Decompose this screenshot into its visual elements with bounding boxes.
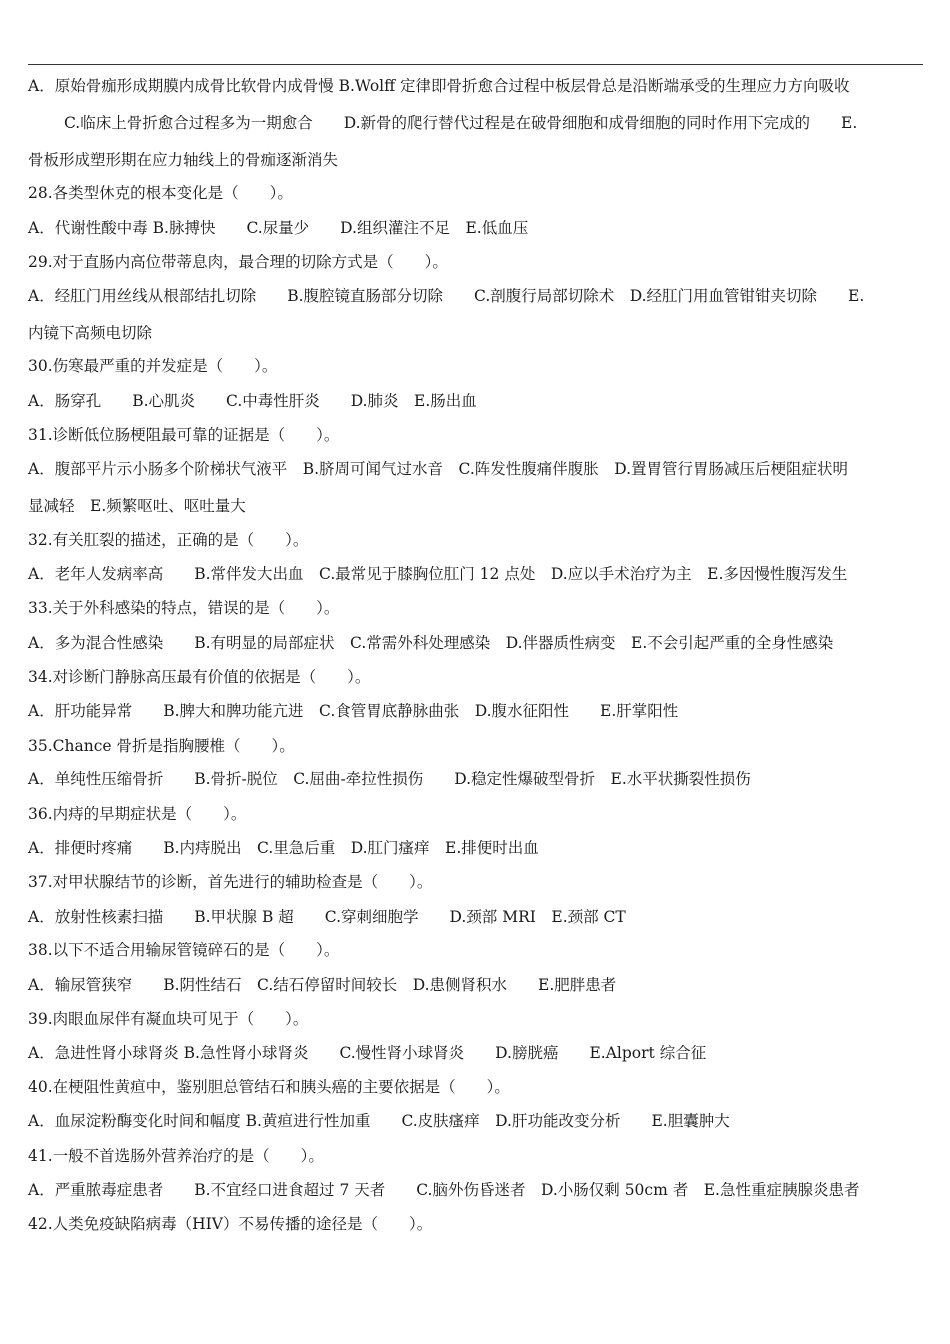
question-31: 31.诊断低位肠梗阻最可靠的证据是（ ）。 xyxy=(28,426,340,444)
question-42: 42.人类免疫缺陷病毒（HIV）不易传播的途径是（ ）。 xyxy=(28,1215,433,1233)
options-31: A．腹部平片示小肠多个阶梯状气液平 B.脐周可闻气过水音 C.阵发性腹痛伴腹胀 D.置胃管行胃肠减压后梗阻症状明 xyxy=(28,460,849,478)
options-36: A．排便时疼痛 B.内痔脱出 C.里急后重 D.肛门瘙痒 E.排便时出血 xyxy=(28,839,539,857)
question-30: 30.伤寒最严重的并发症是（ ）。 xyxy=(28,357,278,375)
question-35: 35.Chance 骨折是指胸腰椎（ ）。 xyxy=(28,737,295,755)
options-32: A．老年人发病率高 B.常伴发大出血 C.最常见于膝胸位肛门 12 点处 D.应以手术治疗为主 E.多因慢性腹泻发生 xyxy=(28,565,848,583)
options-40: A．血尿淀粉酶变化时间和幅度 B.黄疸进行性加重 C.皮肤瘙痒 D.肝功能改变分析 E.胆囊肿大 xyxy=(28,1112,730,1130)
question-38: 38.以下不适合用输尿管镜碎石的是（ ）。 xyxy=(28,941,340,959)
question-33: 33.关于外科感染的特点，错误的是（ ）。 xyxy=(28,599,340,617)
options-30: A．肠穿孔 B.心肌炎 C.中毒性肝炎 D.肺炎 E.肠出血 xyxy=(28,392,477,410)
option-line-27c: 骨板形成塑形期在应力轴线上的骨痂逐渐消失 xyxy=(28,151,339,169)
question-39: 39.肉眼血尿伴有凝血块可见于（ ）。 xyxy=(28,1010,309,1028)
question-32: 32.有关肛裂的描述，正确的是（ ）。 xyxy=(28,531,309,549)
options-29: A．经肛门用丝线从根部结扎切除 B.腹腔镜直肠部分切除 C.剖腹行局部切除术 D.经肛门用血管钳钳夹切除 E. xyxy=(28,287,865,305)
options-28: A．代谢性酸中毒 B.脉搏快 C.尿量少 D.组织灌注不足 E.低血压 xyxy=(28,219,529,237)
option-line-27b: C.临床上骨折愈合过程多为一期愈合 D.新骨的爬行替代过程是在破骨细胞和成骨细胞的同时作用下完成的 E. xyxy=(64,114,858,132)
option-line-27a: A．原始骨痂形成期膜内成骨比软骨内成骨慢 B.Wolff 定律即骨折愈合过程中板层骨总是沿断端承受的生理应力方向吸收 xyxy=(28,77,850,95)
options-31-cont: 显减轻 E.频繁呕吐、呕吐量大 xyxy=(28,497,246,515)
options-39: A．急进性肾小球肾炎 B.急性肾小球肾炎 C.慢性肾小球肾炎 D.膀胱癌 E.Alport 综合征 xyxy=(28,1044,707,1062)
question-28: 28.各类型休克的根本变化是（ ）。 xyxy=(28,184,293,202)
question-34: 34.对诊断门静脉高压最有价值的依据是（ ）。 xyxy=(28,668,371,686)
options-38: A．输尿管狭窄 B.阴性结石 C.结石停留时间较长 D.患侧肾积水 E.肥胖患者 xyxy=(28,976,617,994)
question-41: 41.一般不首选肠外营养治疗的是（ ）。 xyxy=(28,1147,324,1165)
question-36: 36.内痔的早期症状是（ ）。 xyxy=(28,805,247,823)
options-34: A．肝功能异常 B.脾大和脾功能亢进 C.食管胃底静脉曲张 D.腹水征阳性 E.肝掌阳性 xyxy=(28,702,679,720)
options-29-cont: 内镜下高频电切除 xyxy=(28,324,153,342)
options-35: A．单纯性压缩骨折 B.骨折-脱位 C.屈曲-牵拉性损伤 D.稳定性爆破型骨折 E.水平状撕裂性损伤 xyxy=(28,770,751,788)
options-37: A．放射性核素扫描 B.甲状腺 B 超 C.穿刺细胞学 D.颈部 MRI E.颈部 CT xyxy=(28,908,626,926)
question-37: 37.对甲状腺结节的诊断，首先进行的辅助检查是（ ）。 xyxy=(28,873,433,891)
question-29: 29.对于直肠内高位带蒂息肉，最合理的切除方式是（ ）。 xyxy=(28,253,448,271)
options-41: A．严重脓毒症患者 B.不宜经口进食超过 7 天者 C.脑外伤昏迷者 D.小肠仅剩 50cm 者 E.急性重症胰腺炎患者 xyxy=(28,1181,860,1199)
options-33: A．多为混合性感染 B.有明显的局部症状 C.常需外科处理感染 D.伴器质性病变 E.不会引起严重的全身性感染 xyxy=(28,634,834,652)
header-rule xyxy=(28,64,923,65)
question-40: 40.在梗阻性黄疸中，鉴别胆总管结石和胰头癌的主要依据是（ ）。 xyxy=(28,1078,510,1096)
